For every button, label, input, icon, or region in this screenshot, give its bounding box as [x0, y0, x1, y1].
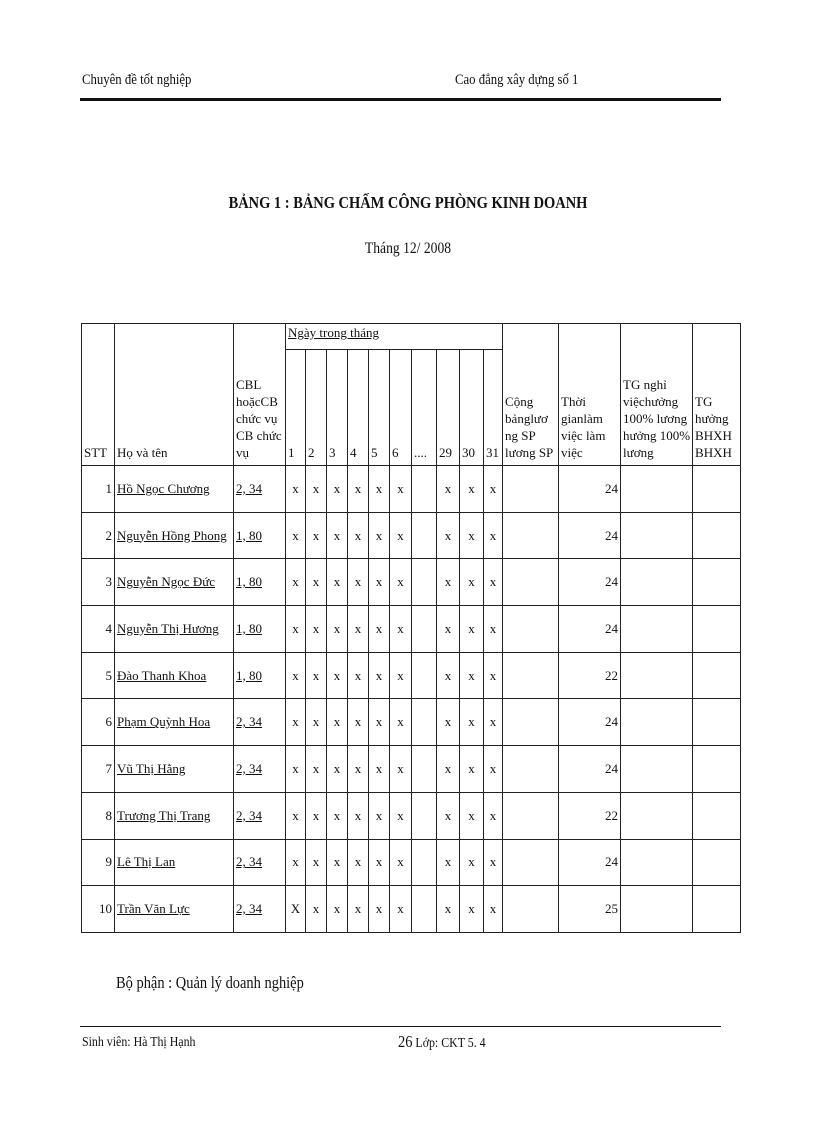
row-cong-sp	[503, 466, 559, 513]
row-name: Trương Thị Trang	[115, 792, 234, 839]
row-day-mark: x	[390, 699, 412, 746]
row-day-mark: x	[286, 746, 306, 793]
row-day-mark: x	[327, 792, 348, 839]
row-day-mark: x	[327, 699, 348, 746]
attendance-table	[81, 323, 741, 933]
row-day-mark: x	[286, 652, 306, 699]
row-name: Phạm Quỳnh Hoa	[115, 699, 234, 746]
row-day-mark	[412, 512, 437, 559]
header-day: ....	[412, 350, 437, 466]
row-day-mark: x	[327, 559, 348, 606]
row-day-mark: x	[348, 699, 369, 746]
page-footer-center	[398, 1032, 486, 1052]
row-day-mark: x	[460, 839, 484, 886]
row-thoi-gian: 22	[559, 792, 621, 839]
row-day-mark: x	[437, 699, 460, 746]
department-label: Bộ phận : Quản lý doanh nghiệp	[116, 973, 304, 992]
row-cbl: 1, 80	[234, 559, 286, 606]
header-cbl: CBL hoặcCB chức vụ CB chức vụ	[234, 324, 286, 466]
row-day-mark	[412, 466, 437, 513]
row-cong-sp	[503, 652, 559, 699]
row-day-mark: x	[327, 886, 348, 933]
row-day-mark: x	[460, 652, 484, 699]
table-row	[82, 839, 741, 886]
header-tg-bhxh: TG hưởng BHXH BHXH	[693, 324, 741, 466]
row-tg-bhxh	[693, 606, 741, 653]
row-cbl: 2, 34	[234, 886, 286, 933]
row-day-mark: x	[327, 652, 348, 699]
row-stt: 7	[82, 746, 115, 793]
row-cong-sp	[503, 559, 559, 606]
row-cbl: 2, 34	[234, 699, 286, 746]
row-day-mark: x	[348, 512, 369, 559]
row-day-mark: X	[286, 886, 306, 933]
row-day-mark: x	[390, 466, 412, 513]
row-tg-bhxh	[693, 466, 741, 513]
header-day: 1	[286, 350, 306, 466]
row-tg-nghi	[621, 699, 693, 746]
row-cong-sp	[503, 746, 559, 793]
row-day-mark: x	[460, 746, 484, 793]
row-day-mark: x	[369, 792, 390, 839]
row-day-mark: x	[369, 886, 390, 933]
row-day-mark: x	[484, 652, 503, 699]
row-cong-sp	[503, 886, 559, 933]
row-name: Hồ Ngọc Chương	[115, 466, 234, 513]
row-day-mark: x	[437, 652, 460, 699]
table-row	[82, 512, 741, 559]
page-number: 26	[398, 1032, 413, 1051]
row-thoi-gian: 24	[559, 559, 621, 606]
table-row	[82, 466, 741, 513]
row-name: Vũ Thị Hằng	[115, 746, 234, 793]
row-day-mark: x	[369, 466, 390, 513]
row-tg-bhxh	[693, 839, 741, 886]
row-tg-nghi	[621, 652, 693, 699]
row-day-mark: x	[437, 792, 460, 839]
row-day-mark: x	[437, 466, 460, 513]
row-day-mark: x	[286, 512, 306, 559]
row-tg-bhxh	[693, 886, 741, 933]
header-day: 30	[460, 350, 484, 466]
row-day-mark: x	[460, 886, 484, 933]
row-cbl: 2, 34	[234, 792, 286, 839]
row-tg-bhxh	[693, 746, 741, 793]
row-day-mark: x	[437, 559, 460, 606]
row-day-mark: x	[369, 746, 390, 793]
row-day-mark: x	[390, 652, 412, 699]
row-day-mark	[412, 652, 437, 699]
row-name: Đào Thanh Khoa	[115, 652, 234, 699]
student-name: Sinh viên: Hà Thị Hạnh	[82, 1035, 196, 1050]
row-day-mark: x	[306, 559, 327, 606]
row-day-mark: x	[390, 746, 412, 793]
row-thoi-gian: 22	[559, 652, 621, 699]
row-day-mark: x	[390, 792, 412, 839]
row-stt: 9	[82, 839, 115, 886]
row-tg-nghi	[621, 839, 693, 886]
header-thoi-gian: Thời gianlàm việc làm việc	[559, 324, 621, 466]
row-day-mark: x	[460, 792, 484, 839]
row-tg-bhxh	[693, 699, 741, 746]
row-tg-bhxh	[693, 792, 741, 839]
footer-rule	[80, 1026, 721, 1027]
row-tg-nghi	[621, 746, 693, 793]
row-stt: 1	[82, 466, 115, 513]
row-thoi-gian: 24	[559, 839, 621, 886]
header-tg-nghi: TG nghỉ việchưởng 100% lương hưởng 100% lương	[621, 324, 693, 466]
row-day-mark: x	[306, 792, 327, 839]
row-name: Nguyễn Thị Hương	[115, 606, 234, 653]
row-day-mark: x	[437, 886, 460, 933]
row-day-mark: x	[484, 466, 503, 513]
table-row	[82, 652, 741, 699]
row-day-mark: x	[286, 699, 306, 746]
table-row	[82, 792, 741, 839]
table-row	[82, 559, 741, 606]
row-day-mark: x	[369, 839, 390, 886]
row-day-mark	[412, 839, 437, 886]
row-name: Trần Văn Lực	[115, 886, 234, 933]
row-day-mark: x	[437, 746, 460, 793]
row-day-mark	[412, 746, 437, 793]
row-cbl: 1, 80	[234, 652, 286, 699]
row-thoi-gian: 24	[559, 466, 621, 513]
row-day-mark: x	[327, 606, 348, 653]
row-day-mark: x	[306, 746, 327, 793]
document-title: BẢNG 1 : BẢNG CHẤM CÔNG PHÒNG KINH DOANH	[228, 193, 588, 212]
row-day-mark: x	[286, 466, 306, 513]
row-day-mark: x	[460, 512, 484, 559]
row-day-mark: x	[348, 746, 369, 793]
row-tg-nghi	[621, 466, 693, 513]
row-cbl: 2, 34	[234, 839, 286, 886]
row-day-mark: x	[369, 699, 390, 746]
row-day-mark: x	[348, 466, 369, 513]
row-day-mark: x	[460, 699, 484, 746]
header-days-group: Ngày trong tháng	[286, 324, 503, 350]
row-day-mark: x	[390, 886, 412, 933]
row-day-mark: x	[348, 652, 369, 699]
row-day-mark: x	[327, 466, 348, 513]
row-day-mark: x	[484, 512, 503, 559]
row-day-mark: x	[327, 512, 348, 559]
table-row	[82, 606, 741, 653]
row-stt: 5	[82, 652, 115, 699]
page-header-left: Chuyên đề tốt nghiệp	[82, 72, 192, 88]
row-day-mark: x	[390, 606, 412, 653]
row-day-mark: x	[306, 886, 327, 933]
row-thoi-gian: 25	[559, 886, 621, 933]
header-stt: STT	[82, 324, 115, 466]
class-label: Lớp: CKT 5. 4	[415, 1036, 486, 1051]
row-day-mark: x	[286, 606, 306, 653]
row-day-mark: x	[369, 512, 390, 559]
row-tg-nghi	[621, 886, 693, 933]
row-thoi-gian: 24	[559, 699, 621, 746]
row-tg-nghi	[621, 559, 693, 606]
row-day-mark: x	[306, 466, 327, 513]
row-day-mark: x	[484, 699, 503, 746]
row-cbl: 2, 34	[234, 466, 286, 513]
row-day-mark: x	[484, 559, 503, 606]
row-cong-sp	[503, 839, 559, 886]
row-day-mark: x	[484, 746, 503, 793]
row-day-mark: x	[348, 606, 369, 653]
row-tg-nghi	[621, 606, 693, 653]
row-day-mark: x	[390, 512, 412, 559]
row-name: Lê Thị Lan	[115, 839, 234, 886]
row-day-mark: x	[437, 839, 460, 886]
row-day-mark: x	[460, 606, 484, 653]
row-day-mark: x	[437, 512, 460, 559]
row-tg-bhxh	[693, 559, 741, 606]
row-day-mark: x	[460, 559, 484, 606]
row-day-mark: x	[390, 839, 412, 886]
row-tg-nghi	[621, 792, 693, 839]
row-day-mark: x	[306, 699, 327, 746]
row-day-mark: x	[306, 839, 327, 886]
row-stt: 10	[82, 886, 115, 933]
document-subtitle: Tháng 12/ 2008	[364, 240, 452, 257]
row-day-mark: x	[327, 746, 348, 793]
row-day-mark: x	[484, 886, 503, 933]
row-day-mark: x	[484, 606, 503, 653]
row-day-mark	[412, 559, 437, 606]
row-thoi-gian: 24	[559, 606, 621, 653]
row-cong-sp	[503, 606, 559, 653]
row-day-mark	[412, 886, 437, 933]
row-day-mark: x	[286, 839, 306, 886]
row-day-mark: x	[348, 559, 369, 606]
header-day: 31	[484, 350, 503, 466]
row-day-mark: x	[484, 792, 503, 839]
row-tg-bhxh	[693, 652, 741, 699]
row-cbl: 1, 80	[234, 512, 286, 559]
header-day: 29	[437, 350, 460, 466]
header-name: Họ và tên	[115, 324, 234, 466]
row-day-mark: x	[306, 606, 327, 653]
row-day-mark	[412, 699, 437, 746]
row-stt: 8	[82, 792, 115, 839]
row-thoi-gian: 24	[559, 512, 621, 559]
header-day: 4	[348, 350, 369, 466]
table-row	[82, 746, 741, 793]
row-day-mark: x	[460, 466, 484, 513]
row-name: Nguyễn Ngọc Đức	[115, 559, 234, 606]
row-day-mark: x	[286, 792, 306, 839]
row-cong-sp	[503, 792, 559, 839]
header-day: 3	[327, 350, 348, 466]
row-day-mark	[412, 792, 437, 839]
row-stt: 2	[82, 512, 115, 559]
row-day-mark: x	[369, 652, 390, 699]
row-day-mark	[412, 606, 437, 653]
header-day: 5	[369, 350, 390, 466]
row-stt: 6	[82, 699, 115, 746]
row-tg-bhxh	[693, 512, 741, 559]
header-rule	[80, 98, 721, 101]
page-header-right: Cao đẳng xây dựng số 1	[455, 72, 579, 88]
header-cong-sp: Cộng bảnglươ ng SP lương SP	[503, 324, 559, 466]
row-day-mark: x	[390, 559, 412, 606]
row-stt: 4	[82, 606, 115, 653]
row-day-mark: x	[348, 886, 369, 933]
header-day: 6	[390, 350, 412, 466]
row-day-mark: x	[306, 512, 327, 559]
row-day-mark: x	[348, 839, 369, 886]
row-day-mark: x	[437, 606, 460, 653]
table-row	[82, 886, 741, 933]
row-cbl: 2, 34	[234, 746, 286, 793]
row-thoi-gian: 24	[559, 746, 621, 793]
row-day-mark: x	[327, 839, 348, 886]
row-day-mark: x	[484, 839, 503, 886]
row-day-mark: x	[286, 559, 306, 606]
row-tg-nghi	[621, 512, 693, 559]
header-day: 2	[306, 350, 327, 466]
row-day-mark: x	[348, 792, 369, 839]
row-cbl: 1, 80	[234, 606, 286, 653]
row-stt: 3	[82, 559, 115, 606]
row-cong-sp	[503, 699, 559, 746]
row-day-mark: x	[369, 559, 390, 606]
table-row	[82, 699, 741, 746]
row-name: Nguyễn Hồng Phong	[115, 512, 234, 559]
row-cong-sp	[503, 512, 559, 559]
row-day-mark: x	[306, 652, 327, 699]
row-day-mark: x	[369, 606, 390, 653]
